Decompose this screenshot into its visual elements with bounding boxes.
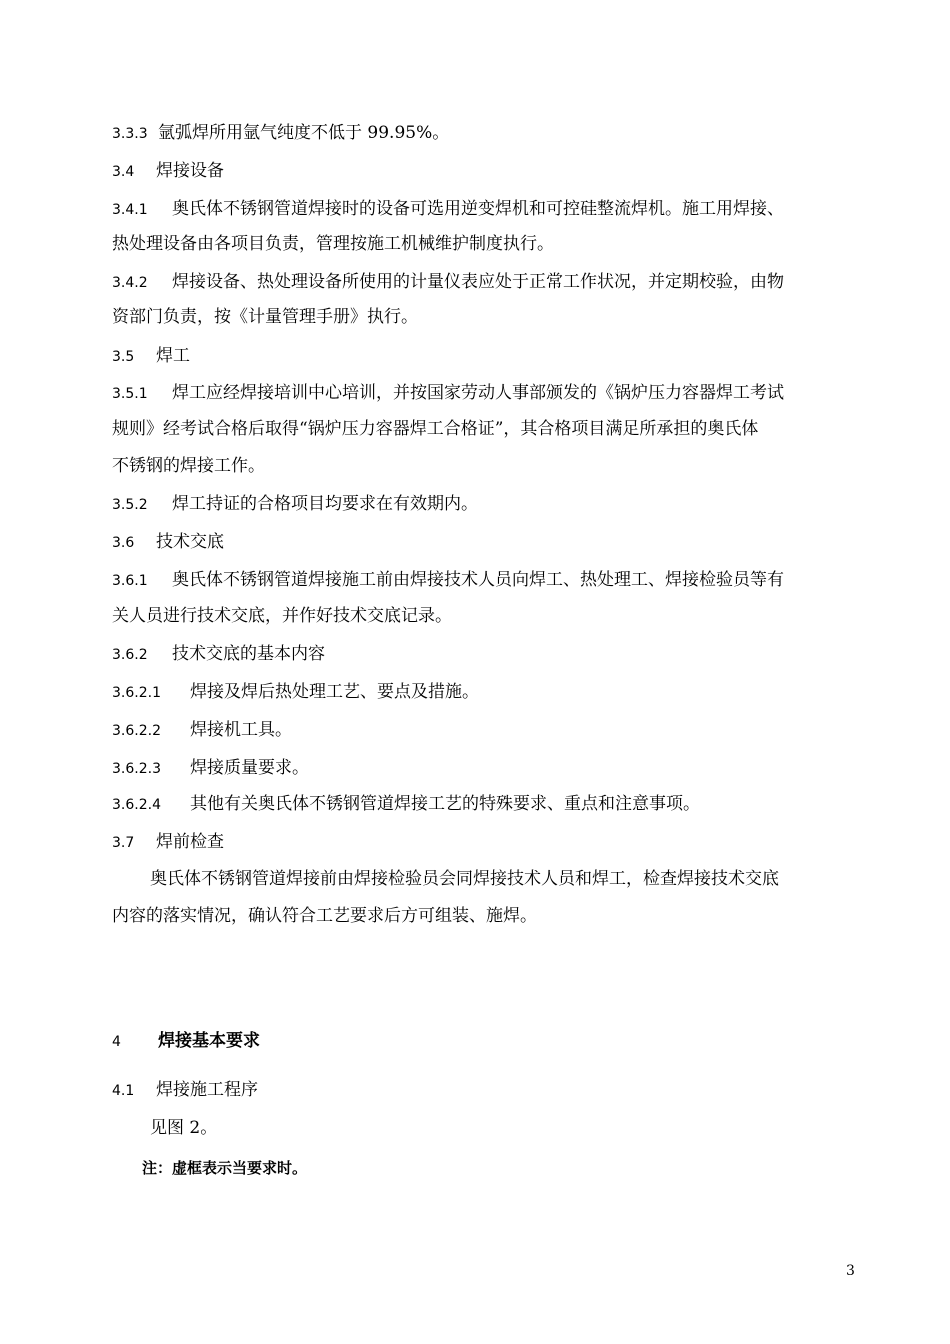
- paragraph-3-7-cont: [112, 905, 862, 927]
- section-title: 技术交底: [156, 532, 224, 552]
- clause-3-6-1-cont: [112, 605, 862, 627]
- section-3-4-heading: [112, 160, 862, 183]
- clause-3-4-2: [112, 271, 862, 294]
- chapter-title: 焊接基本要求: [158, 1031, 260, 1051]
- clause-number: 3.4.1: [112, 202, 148, 218]
- section-3-5-heading: [112, 345, 862, 368]
- clause-3-4-1-cont: [112, 233, 862, 255]
- clause-3-6-2-2: [112, 719, 862, 742]
- clause-3-6-2-3: [112, 757, 862, 780]
- chapter-4-heading: [112, 1030, 862, 1053]
- clause-text: 不锈钢的焊接工作。: [112, 456, 265, 476]
- clause-number: 3.6.2: [112, 647, 148, 663]
- section-number: 3.6: [112, 535, 135, 551]
- clause-text: 规则》经考试合格后取得“锅炉压力容器焊工合格证”，其合格项目满足所承担的奥氏体: [112, 419, 759, 439]
- clause-3-3-3: [112, 122, 862, 145]
- section-title: 焊工: [156, 346, 190, 366]
- clause-number: 3.3.3: [112, 126, 148, 142]
- section-3-6-heading: [112, 531, 862, 554]
- paragraph-text: 内容的落实情况，确认符合工艺要求后方可组装、施焊。: [112, 906, 537, 926]
- clause-text: 焊接及焊后热处理工艺、要点及措施。: [190, 682, 479, 702]
- clause-text: 关人员进行技术交底，并作好技术交底记录。: [112, 606, 452, 626]
- section-4-1-heading: [112, 1079, 862, 1102]
- section-number: 3.4: [112, 164, 135, 180]
- clause-text: 资部门负责，按《计量管理手册》执行。: [112, 307, 418, 327]
- paragraph-text: 奥氏体不锈钢管道焊接前由焊接检验员会同焊接技术人员和焊工，检查焊接技术交底: [150, 869, 779, 889]
- clause-text: 焊接质量要求。: [190, 758, 309, 778]
- clause-3-5-1-cont: [112, 455, 862, 477]
- clause-text: 焊接机工具。: [190, 720, 292, 740]
- clause-3-6-2-4: [112, 793, 862, 816]
- clause-text: 氩弧焊所用氩气纯度不低于 99.95%。: [158, 123, 450, 143]
- clause-text: 其他有关奥氏体不锈钢管道焊接工艺的特殊要求、重点和注意事项。: [190, 794, 700, 814]
- section-title: 焊前检查: [156, 832, 224, 852]
- clause-3-5-2: [112, 493, 862, 516]
- clause-text: 焊工应经焊接培训中心培训，并按国家劳动人事部颁发的《锅炉压力容器焊工考试: [172, 383, 784, 403]
- paragraph-text: 见图 2。: [150, 1118, 218, 1138]
- clause-3-5-1-cont: [112, 418, 862, 440]
- section-number: 3.5: [112, 349, 135, 365]
- clause-3-6-2: [112, 643, 862, 666]
- clause-text: 热处理设备由各项目负责，管理按施工机械维护制度执行。: [112, 234, 554, 254]
- clause-3-6-2-1: [112, 681, 862, 704]
- section-number: 3.7: [112, 835, 135, 851]
- clause-text: 奥氏体不锈钢管道焊接时的设备可选用逆变焊机和可控硅整流焊机。施工用焊接、: [172, 199, 784, 219]
- page-number: 3: [846, 1263, 855, 1279]
- paragraph-3-7: [150, 868, 900, 890]
- section-3-7-heading: [112, 831, 862, 854]
- clause-text: 焊接设备、热处理设备所使用的计量仪表应处于正常工作状况，并定期校验，由物: [172, 272, 784, 292]
- section-title: 焊接设备: [156, 161, 224, 181]
- clause-number: 3.6.1: [112, 573, 148, 589]
- clause-number: 3.6.2.1: [112, 685, 161, 701]
- clause-number: 3.4.2: [112, 275, 148, 291]
- clause-3-6-1: [112, 569, 862, 592]
- chapter-number: 4: [112, 1034, 121, 1050]
- clause-number: 3.5.2: [112, 497, 148, 513]
- clause-number: 3.6.2.3: [112, 761, 161, 777]
- clause-number: 3.6.2.2: [112, 723, 161, 739]
- clause-number: 3.5.1: [112, 386, 148, 402]
- clause-text: 奥氏体不锈钢管道焊接施工前由焊接技术人员向焊工、热处理工、焊接检验员等有: [172, 570, 784, 590]
- clause-text: 焊工持证的合格项目均要求在有效期内。: [172, 494, 478, 514]
- clause-3-4-2-cont: [112, 306, 862, 328]
- figure-reference: [150, 1117, 900, 1139]
- clause-number: 3.6.2.4: [112, 797, 161, 813]
- section-title: 焊接施工程序: [156, 1080, 258, 1100]
- clause-3-4-1: [112, 198, 862, 221]
- clause-3-5-1: [112, 382, 862, 405]
- section-number: 4.1: [112, 1083, 135, 1099]
- clause-text: 技术交底的基本内容: [172, 644, 325, 664]
- figure-note: 注：虚框表示当要求时。: [142, 1159, 308, 1177]
